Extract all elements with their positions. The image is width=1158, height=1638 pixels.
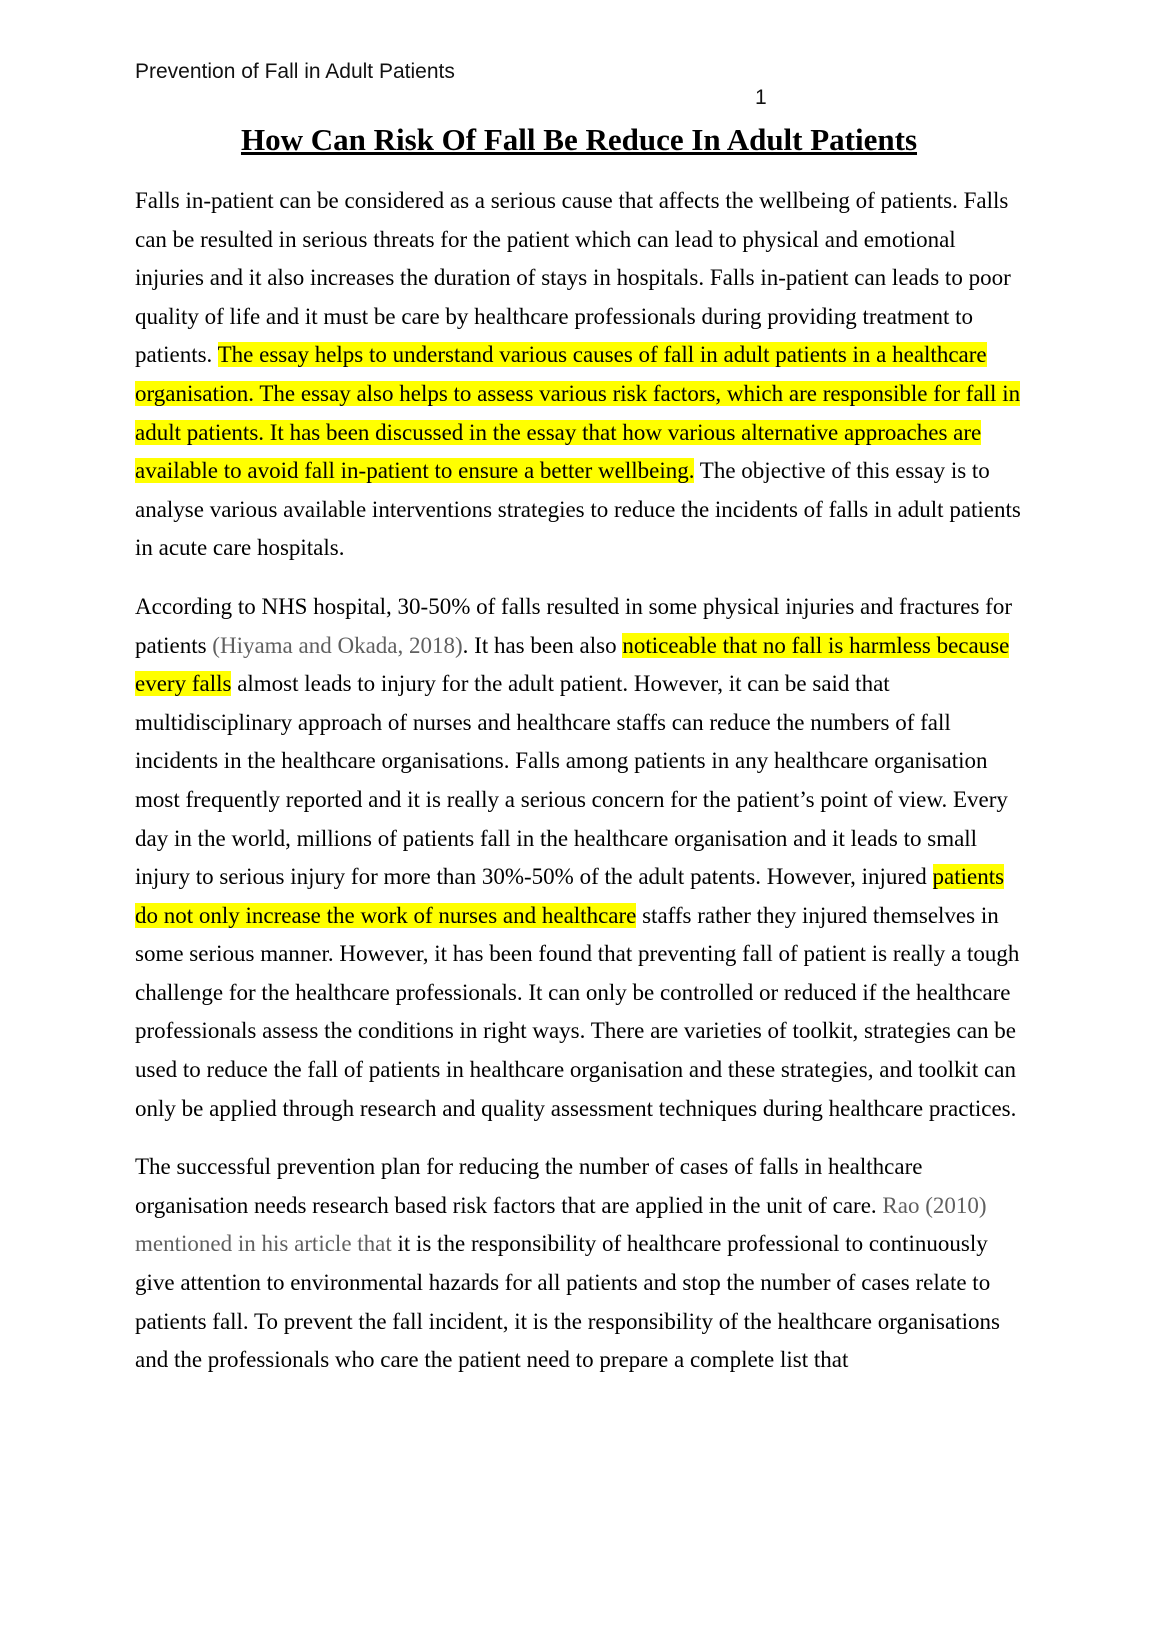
highlighted-text: The essay helps to understand various causes of fall in adult patients in a healthcare organisation. The essay also helps to assess various risk factors, which are responsible for fall in adult patients. It has been discussed in the essay that how various alternative approaches are available to avoid fall in-patient to ensure a better wellbeing. (135, 342, 1021, 484)
paragraph-3 (135, 1148, 1023, 1380)
citation-text: Rao (2010) mentioned in his article that (135, 1192, 987, 1257)
page-number: 1 (755, 86, 767, 109)
paragraph-1 (135, 182, 1023, 568)
citation-text: (Hiyama and Okada, 2018) (212, 632, 463, 658)
running-header: Prevention of Fall in Adult Patients (135, 60, 455, 83)
document-body (135, 182, 1023, 1380)
body-text: The successful prevention plan for reducing the number of cases of falls in healthcare organisation needs research based risk factors that are applied in the unit of care. (135, 1154, 923, 1218)
body-text: The objective of this essay is to analyse various available interventions strategies to reduce the incidents of falls in adult patients in acute care hospitals. (135, 458, 1021, 561)
body-text: According to NHS hospital, 30-50% of falls resulted in some physical injuries and fractures for patients (135, 593, 1012, 658)
body-text: almost leads to injury for the adult patient. However, it can be said that multidisciplinary approach of nurses and healthcare staffs can reduce the numbers of fall incidents in the healthcare organisations. Falls among patients in any healthcare organisation most frequently reported and it is really a serious concern for the patient’s point of view. Every day in the world, millions of patients fall in the healthcare organisation and it leads to small injury to serious injury for more than 30%-50% of the adult patents. However, injured (135, 671, 1008, 890)
body-text: staffs rather they injured themselves in some serious manner. However, it has been found that preventing fall of patient is really a tough challenge for the healthcare professionals. It can only be controlled or reduced if the healthcare professionals assess the conditions in right ways. There are varieties of toolkit, strategies can be used to reduce the fall of patients in healthcare organisation and these strategies, and toolkit can only be applied through research and quality assessment techniques during healthcare practices. (135, 902, 1020, 1121)
paragraph-2 (135, 588, 1023, 1128)
body-text: it is the responsibility of healthcare professional to continuously give attention to environmental hazards for all patients and stop the number of cases relate to patients fall. To prevent the fall incident, it is the responsibility of the healthcare organisations and the professionals who care the patient need to prepare a complete list that (135, 1231, 1000, 1373)
body-text: Falls in-patient can be considered as a serious cause that affects the wellbeing of patients. Falls can be resulted in serious threats for the patient which can lead to physical and emotional injuries and it also increases the duration of stays in hospitals. Falls in-patient can leads to poor quality of life and it must be care by healthcare professionals during providing treatment to patients. (135, 188, 1011, 368)
highlighted-text: noticeable that no fall is harmless because every falls (135, 632, 1010, 697)
body-text: . It has been also (462, 632, 623, 658)
document-title: How Can Risk Of Fall Be Reduce In Adult Patients (240, 122, 918, 157)
highlighted-text: patients do not only increase the work of nurses and healthcare (135, 864, 1005, 928)
